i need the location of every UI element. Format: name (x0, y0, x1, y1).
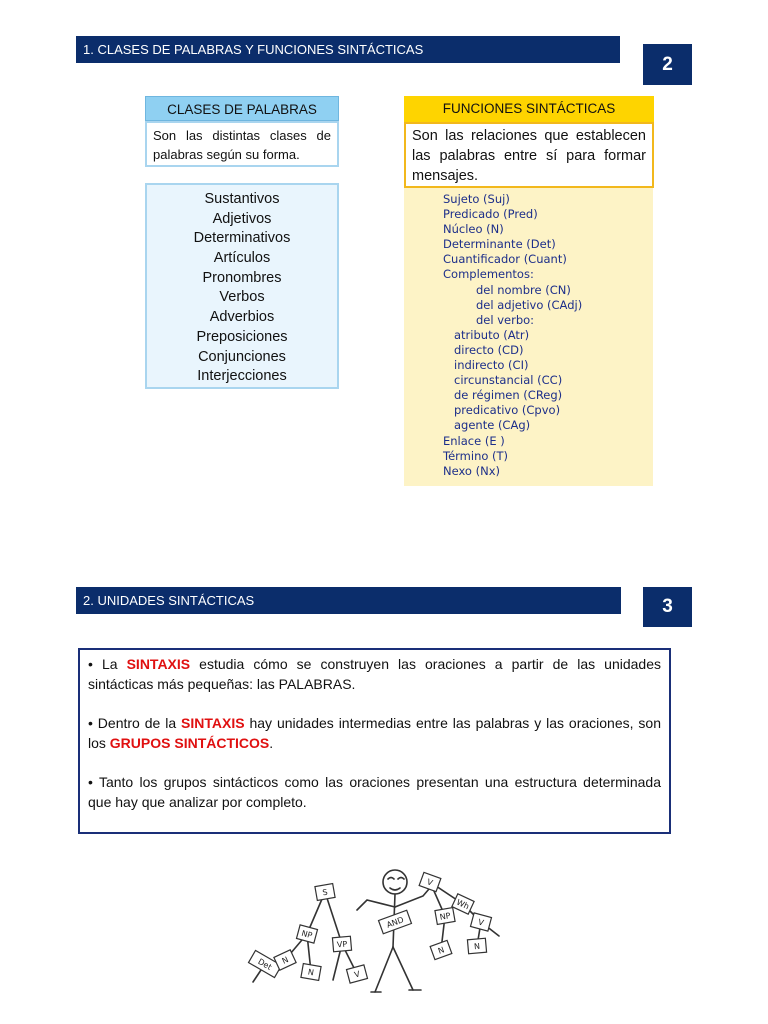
clases-header (145, 96, 339, 121)
funciones-list-item: indirecto (CI) (454, 358, 529, 373)
tree-card (430, 940, 452, 959)
tree-card (419, 872, 441, 891)
clases-list-item: Conjunciones (198, 348, 286, 365)
tree-card (296, 925, 317, 943)
syntax-juggler-illustration (245, 852, 521, 1002)
svg-text:V: V (353, 969, 361, 980)
funciones-header (404, 96, 654, 122)
svg-text:N: N (280, 955, 290, 966)
tree-card (470, 913, 491, 931)
funciones-header-label: FUNCIONES SINTÁCTICAS (442, 101, 616, 116)
funciones-list-item: Complementos: (443, 267, 534, 282)
section1-title: 1. CLASES DE PALABRAS Y FUNCIONES SINTÁCTICAS (83, 42, 424, 57)
tree-card (435, 908, 455, 925)
funciones-list-item: directo (CD) (454, 342, 524, 357)
svg-text:S: S (321, 887, 329, 898)
slide-number-badge (643, 44, 692, 85)
funciones-list-item: de régimen (CReg) (454, 388, 563, 403)
tree-card (332, 936, 351, 952)
funciones-list (404, 188, 653, 486)
funciones-list-item: Término (T) (443, 448, 509, 463)
clases-list-item: Pronombres (202, 269, 282, 286)
funciones-list-item: del adjetivo (CAdj) (476, 297, 583, 312)
funciones-list-item: del verbo: (476, 312, 535, 327)
svg-text:N: N (436, 945, 446, 956)
clases-list-item: Interjecciones (197, 368, 287, 385)
funciones-list-item: Sujeto (Suj) (443, 192, 510, 206)
svg-text:N: N (307, 967, 315, 978)
tree-card (301, 964, 321, 981)
slide-number: 2 (662, 54, 673, 75)
svg-text:Wh: Wh (455, 897, 471, 912)
funciones-list-item: predicativo (Cpvo) (454, 403, 561, 418)
note-3: • Tanto los grupos sintácticos como las oraciones presentan una estructura determinada que hay que analizar por completo. (88, 774, 661, 810)
tree-card (467, 938, 486, 954)
section2-title-bar (76, 587, 621, 614)
clases-list (145, 183, 339, 389)
svg-text:VP: VP (336, 939, 348, 950)
slide-number-2: 3 (662, 596, 673, 617)
clases-definition-box (145, 121, 339, 167)
clases-list-item: Preposiciones (196, 328, 288, 345)
funciones-list-item: Núcleo (N) (443, 222, 504, 237)
section2-title: 2. UNIDADES SINTÁCTICAS (83, 593, 255, 608)
funciones-list-item: agente (CAg) (454, 418, 531, 433)
clases-list-item: Determinativos (193, 230, 291, 247)
clases-list-item: Verbos (219, 289, 265, 306)
funciones-list-item: del nombre (CN) (476, 282, 571, 297)
funciones-list-item: Cuantificador (Cuant) (443, 252, 567, 267)
svg-text:N: N (473, 941, 481, 952)
svg-text:NP: NP (300, 928, 314, 941)
funciones-definition: Son las relaciones que establecen las palabras entre sí para formar mensajes. (412, 128, 646, 184)
funciones-list-item: Enlace (E ) (443, 433, 505, 448)
svg-text:V: V (425, 877, 434, 888)
clases-list-item: Adverbios (209, 309, 275, 326)
clases-list-item: Adjetivos (212, 210, 272, 227)
slide-number-badge-2 (643, 587, 692, 627)
sintaxis-notes-box (78, 648, 671, 834)
clases-definition: Son las distintas clases de palabras según su forma. (153, 128, 331, 162)
section1-title-bar (76, 36, 620, 63)
funciones-list-item: Nexo (Nx) (443, 463, 501, 478)
note-1: • La SINTAXIS estudia cómo se construyen las oraciones a partir de las unidades sintácticas más pequeñas: las PALABRAS. (88, 656, 661, 692)
tree-card (315, 884, 335, 901)
clases-list-item: Artículos (213, 250, 271, 267)
funciones-list-item: atributo (Atr) (454, 327, 530, 342)
funciones-list-item: Predicado (Pred) (443, 207, 538, 222)
svg-text:NP: NP (438, 911, 452, 922)
clases-header-label: CLASES DE PALABRAS (167, 102, 317, 117)
tree-card (346, 965, 367, 983)
funciones-definition-box (404, 122, 654, 188)
clases-list-item: Sustantivos (204, 191, 280, 207)
svg-text:Det: Det (256, 956, 274, 972)
svg-text:V: V (477, 917, 485, 928)
funciones-list-item: circunstancial (CC) (454, 373, 563, 388)
funciones-list-item: Determinante (Det) (443, 237, 556, 252)
note-2: • Dentro de la SINTAXIS hay unidades intermedias entre las palabras y las oraciones, son los GRUPOS SINTÁCTICOS. (88, 715, 661, 751)
svg-text:AND: AND (385, 915, 405, 930)
